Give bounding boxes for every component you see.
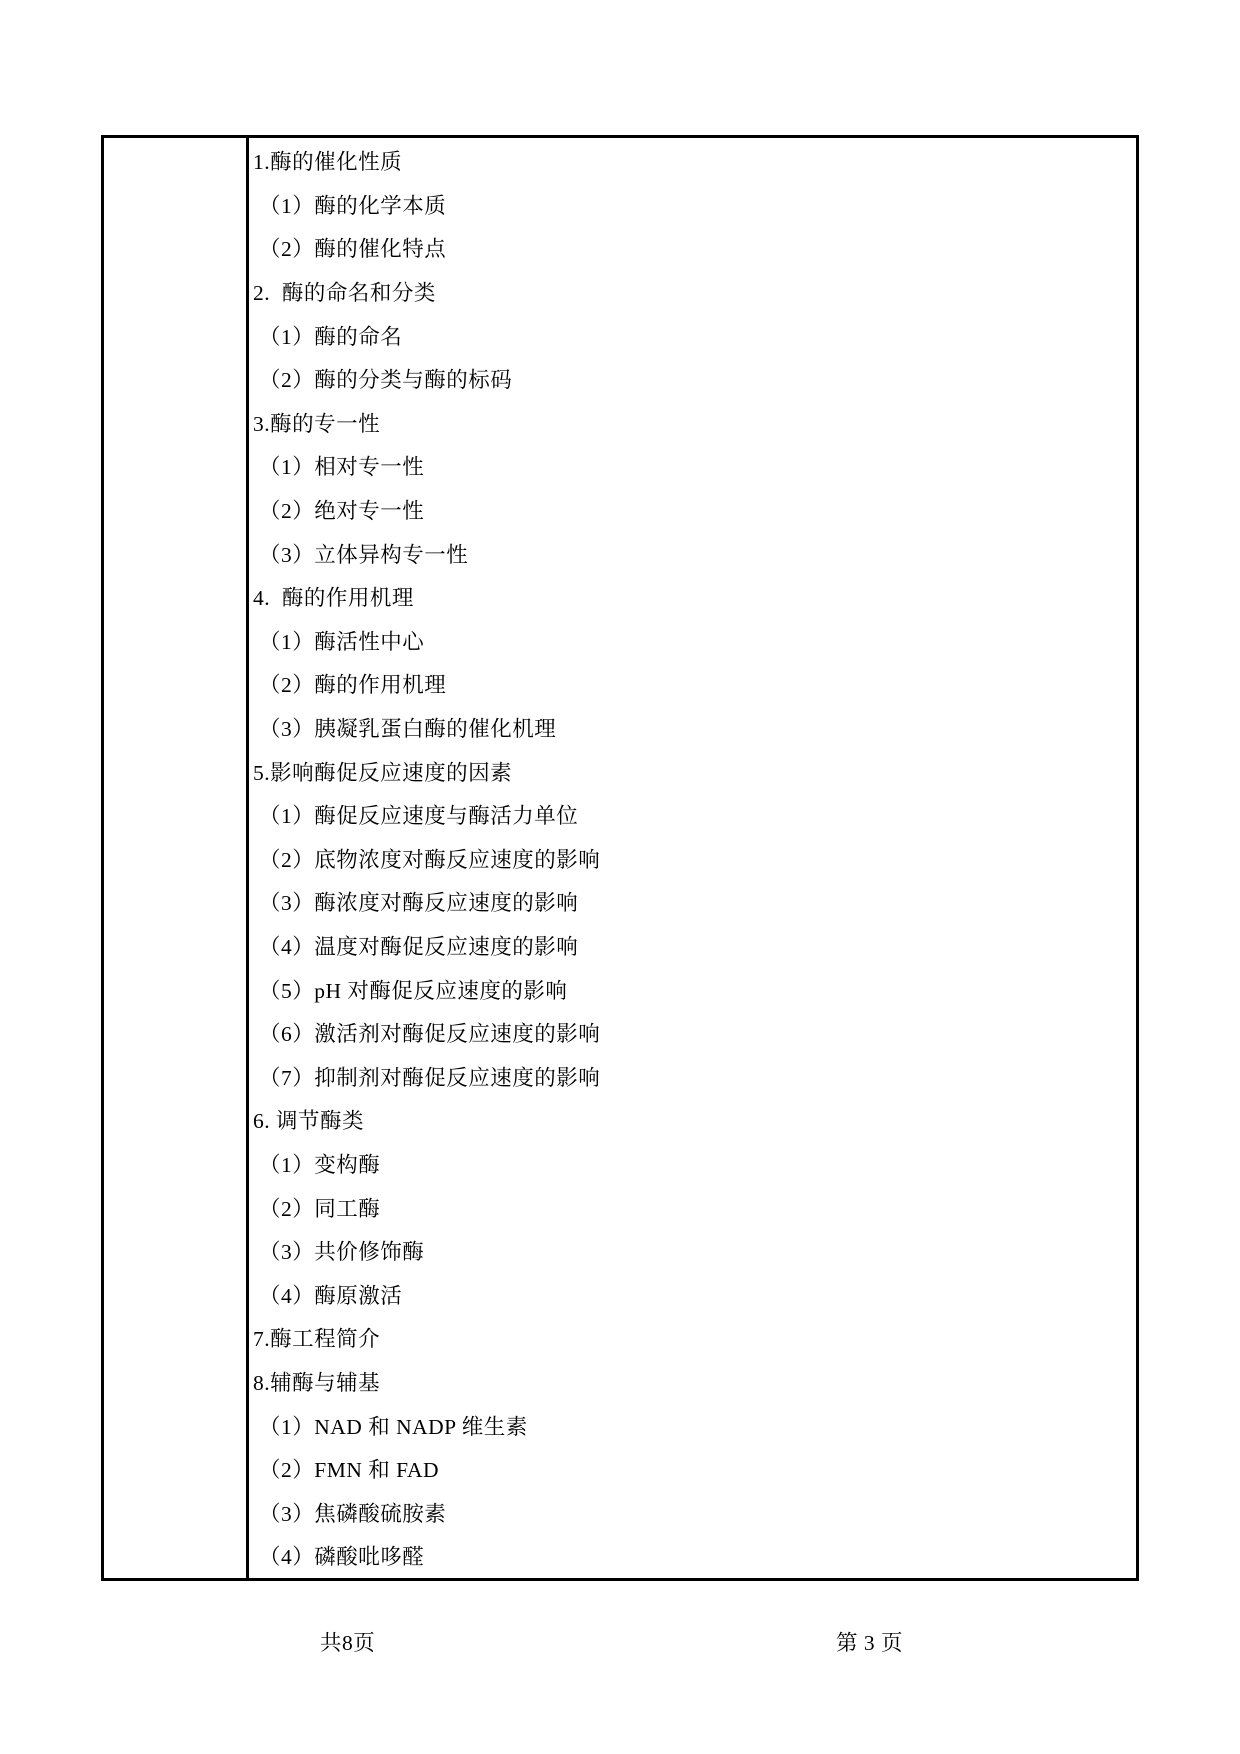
outline-line: （2）同工酶 bbox=[259, 1196, 381, 1221]
footer-page-number: 第 3 页 bbox=[836, 1631, 904, 1655]
footer-total-pages: 共8页 bbox=[320, 1631, 376, 1655]
table-cell-left-empty bbox=[104, 138, 249, 1578]
outline-line: （4）磷酸吡哆醛 bbox=[259, 1545, 425, 1570]
outline-line: （2）酶的催化特点 bbox=[259, 237, 447, 262]
outline-line: （2）绝对专一性 bbox=[259, 499, 425, 524]
outline-line: 1.酶的催化性质 bbox=[253, 150, 403, 175]
outline-line: （3）共价修饰酶 bbox=[259, 1240, 425, 1265]
outline-line: （2）FMN 和 FAD bbox=[259, 1458, 440, 1483]
outline-line: （2）底物浓度对酶反应速度的影响 bbox=[259, 847, 601, 872]
outline-line: （7）抑制剂对酶促反应速度的影响 bbox=[259, 1065, 601, 1090]
outline-line: （1）酶促反应速度与酶活力单位 bbox=[259, 804, 579, 829]
outline-line: 2. 酶的命名和分类 bbox=[253, 281, 436, 306]
outline-line: 8.辅酶与辅基 bbox=[253, 1370, 381, 1395]
outline-line: 5.影响酶促反应速度的因素 bbox=[253, 760, 513, 785]
outline-line: （1）NAD 和 NADP 维生素 bbox=[259, 1414, 528, 1439]
outline-line: 4. 酶的作用机理 bbox=[253, 586, 414, 611]
outline-line: （2）酶的作用机理 bbox=[259, 673, 447, 698]
outline-line: 6. 调节酶类 bbox=[253, 1109, 365, 1134]
outline-line: 7.酶工程简介 bbox=[253, 1327, 381, 1352]
outline-line: （3）焦磷酸硫胺素 bbox=[259, 1501, 447, 1526]
content-table bbox=[101, 135, 1139, 1581]
outline-line: （4）酶原激活 bbox=[259, 1283, 403, 1308]
outline-line: （5）pH 对酶促反应速度的影响 bbox=[259, 978, 568, 1003]
outline-line: （1）变构酶 bbox=[259, 1152, 381, 1177]
outline-list bbox=[249, 138, 1136, 1578]
outline-line: （1）酶的化学本质 bbox=[259, 193, 447, 218]
outline-line: （4）温度对酶促反应速度的影响 bbox=[259, 934, 579, 959]
outline-line: （1）酶活性中心 bbox=[259, 629, 425, 654]
outline-line: （2）酶的分类与酶的标码 bbox=[259, 368, 513, 393]
outline-line: （3）立体异构专一性 bbox=[259, 542, 469, 567]
outline-line: （1）相对专一性 bbox=[259, 455, 425, 480]
outline-line: （1）酶的命名 bbox=[259, 324, 403, 349]
outline-line: （6）激活剂对酶促反应速度的影响 bbox=[259, 1022, 601, 1047]
outline-line: （3）胰凝乳蛋白酶的催化机理 bbox=[259, 717, 557, 742]
outline-line: （3）酶浓度对酶反应速度的影响 bbox=[259, 891, 579, 916]
outline-line: 3.酶的专一性 bbox=[253, 411, 381, 436]
